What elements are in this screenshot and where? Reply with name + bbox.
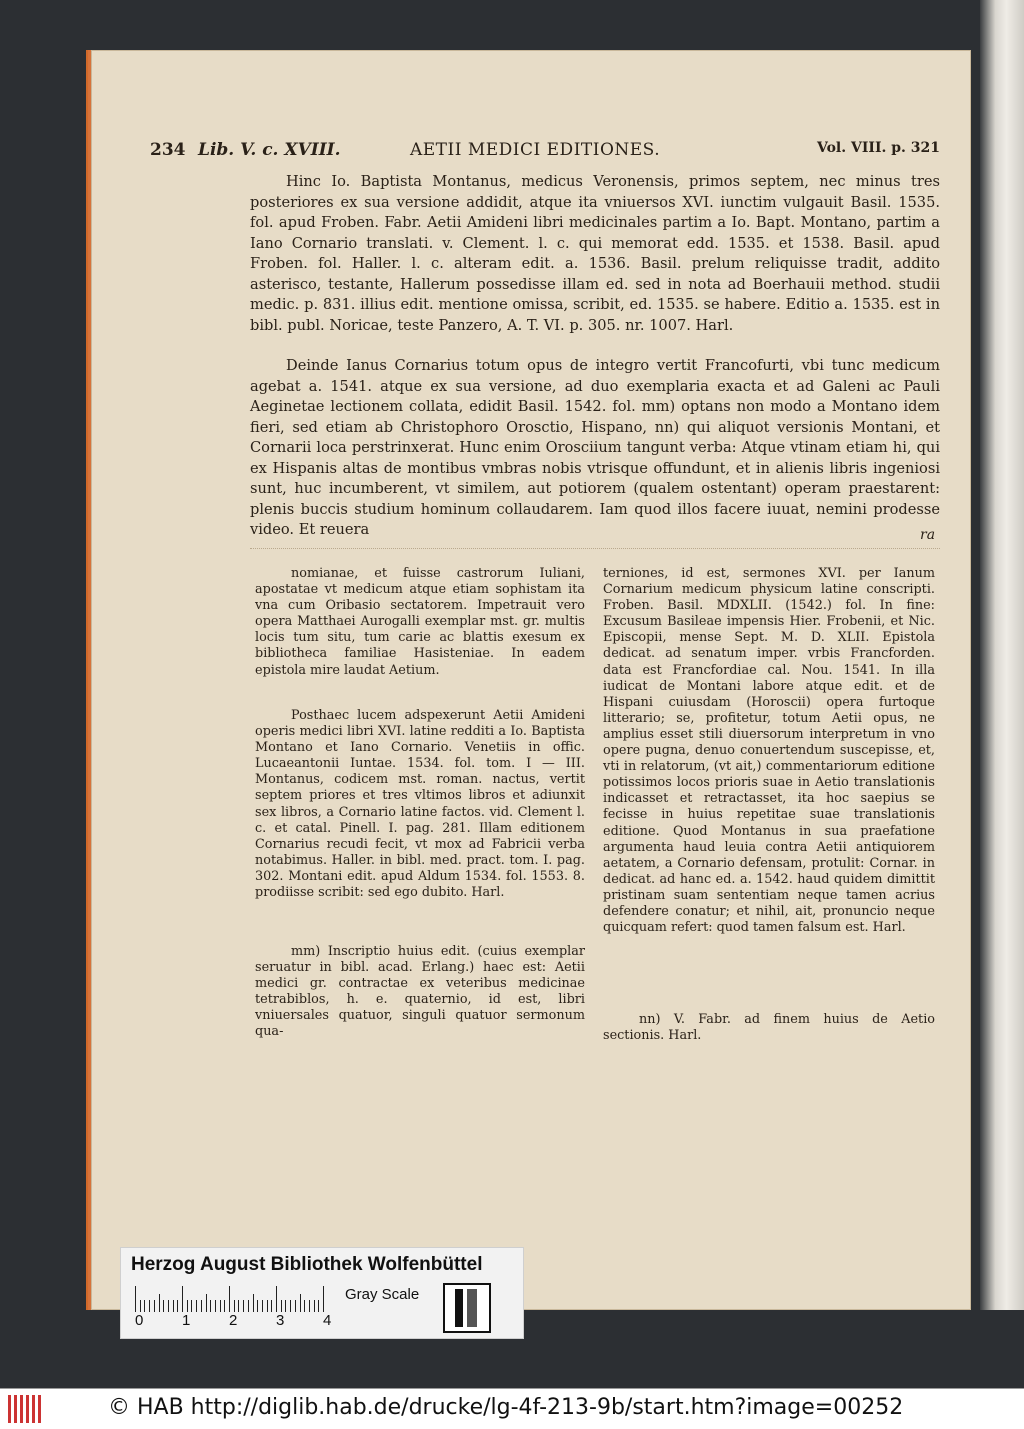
ruler-tick <box>220 1300 221 1312</box>
ruler-tick <box>304 1300 305 1312</box>
scale-number: 4 <box>323 1312 332 1329</box>
page-number: 234 <box>150 140 186 160</box>
divider <box>250 548 940 549</box>
footnote-mm: mm) Inscriptio huius edit. (cuius exemplar seruatur in bibl. acad. Erlang.) haec est: Aetii medici gr. contractae ex veteribus medicinae tetrabiblos, h. e. quaternio, id est, libri vniuersales quatuor, singuli quatuor sermonum qua- <box>255 944 585 1040</box>
gray-scale-swatch <box>443 1283 491 1333</box>
ruler-tick <box>196 1300 197 1312</box>
ruler-tick <box>173 1300 174 1312</box>
book-reference: Lib. V. c. XVIII. <box>198 140 341 160</box>
hab-logo-icon <box>6 1395 46 1423</box>
ruler-tick <box>267 1300 268 1312</box>
ruler-tick <box>285 1300 286 1312</box>
ruler-tick <box>271 1300 272 1312</box>
ruler-tick <box>215 1300 216 1312</box>
ruler-tick <box>262 1300 263 1312</box>
ruler-tick <box>253 1294 254 1312</box>
ruler-tick <box>191 1300 192 1312</box>
ruler-tick <box>206 1294 207 1312</box>
ruler-tick <box>159 1294 160 1312</box>
ruler-tick <box>168 1300 169 1312</box>
ruler-tick <box>290 1300 291 1312</box>
ruler-tick <box>187 1300 188 1312</box>
footer-bar <box>0 1388 1024 1429</box>
left-column-paragraph: Posthaec lucem adspexerunt Aetii Amideni operis medici libri XVI. latine redditi a Io. Baptista Montano et Iano Cornario. Venetiis in offic. Lucaeantonii Iuntae. 1534. fol. tom. I — III. Montanus, codicem mst. roman. nactus, vertit septem priores et tres vltimos libros et adiunxit sex libros, a Cornario latine factos. vid. Clement l. c. et catal. Pinell. I. pag. 281. Illam editionem Cornarius recudi fecit, vt mox ad Fabricii verba notabimus. Haller. in bibl. med. pract. tom. I. pag. 302. Montani edit. apud Aldum 1534. fol. 1553. 8. prodiisse scribit: sed ego dubito. Harl. <box>255 708 585 901</box>
catchword: ra <box>920 527 936 543</box>
ruler-tick <box>295 1300 296 1312</box>
page-title: AETII MEDICI EDITIONES. <box>410 140 661 160</box>
body-paragraph: Hinc Io. Baptista Montanus, medicus Veronensis, primos septem, nec minus tres posteriores ex sua versione addidit, atque ita vniuersos XVI. iunctim vulgauit Basil. 1535. fol. apud Froben. Fabr. Aetii Amideni libri medicinales partim a Io. Bapt. Montano, partim a Iano Cornario translati. v. Clement. l. c. qui memorat edd. 1535. et 1538. Basil. apud Froben. fol. Haller. l. c. alteram edit. a. 1536. Basil. prelum reliquisse tradit, addito asterisco, testante, Hallerum possedisse illam ed. sed in nota ad Boerhauii method. studii medic. p. 831. illius edit. mentione omissa, scribit, ed. 1535. se habere. Editio a. 1535. est in bibl. publ. Noricae, teste Panzero, A. T. VI. p. 305. nr. 1007. Harl. <box>250 173 940 334</box>
ruler-tick <box>318 1300 319 1312</box>
copyright-url: © HAB http://diglib.hab.de/drucke/lg-4f-213-9b/start.htm?image=00252 <box>108 1395 904 1420</box>
adjacent-page-edge <box>980 0 1024 1310</box>
library-color-card <box>120 1247 524 1339</box>
ruler-tick <box>224 1300 225 1312</box>
right-column-paragraph: terniones, id est, sermones XVI. per Ianum Cornarium medicum physicum latine conscripti. Froben. Basil. MDXLII. (1542.) fol. In fine: Excusum Basileae impensis Hier. Frobenii, et Nic. Episcopii, mense Sept. M. D. XLII. Epistola dedicat. ad senatum imper. vrbis Francforden. data est Francfordiae cal. Nou. 1541. In illa iudicat de Montani labore atque edit. et de Hispani cuiusdam (Horoscii) opera furtoque litterario; se, profitetur, totum Aetii opus, ne amplius esset stili diuersorum interpretum in vno opere pugna, denuo conuertendum suscepisse, et, vti in relatorum, (vt ait,) commentariorum editione potissimos locos prioris suae in Aetio translationis indicasset et retractasset, ita hoc saepius se fecisse in huius repetitae suae translationis editione. Quod Montanus in sua praefatione argumenta haud leuia contra Aetii antiquiorem aetatem, a Cornario defensam, protulit: Cornar. in dedicat. ad hanc ed. a. 1542. haud quidem dimittit pristinam suam sententiam neque tamen acrius defendere conatur; et nihil, ait, pronuncio neque quicquam refert: quod tamen falsum est. Harl. <box>603 566 935 936</box>
ruler-tick <box>243 1300 244 1312</box>
ruler-tick <box>309 1300 310 1312</box>
volume-reference: Vol. VIII. p. 321 <box>817 140 940 156</box>
ruler-tick <box>314 1300 315 1312</box>
scale-number: 0 <box>135 1312 144 1329</box>
ruler-tick <box>201 1300 202 1312</box>
ruler-tick <box>154 1300 155 1312</box>
ruler-tick <box>276 1286 277 1312</box>
ruler-tick <box>144 1300 145 1312</box>
ruler-tick <box>234 1300 235 1312</box>
ruler-tick <box>182 1286 183 1312</box>
ruler-tick <box>135 1286 136 1312</box>
ruler-tick <box>300 1294 301 1312</box>
body-paragraph: Deinde Ianus Cornarius totum opus de integro vertit Francofurti, vbi tunc medicum agebat a. 1541. atque ex sua versione, ad duo exemplaria exacta et ad Galeni ac Pauli Aeginetae lectionem collata, edidit Basil. 1542. fol. mm) optans non modo a Montano idem fieri, sed etiam ab Christophoro Orosctio, Hispano, nn) qui aliquot versionis Montani, et Cornarii loca perstrinxerat. Hunc enim Orosciium tangunt verba: Atque vtinam etiam hi, qui ex Hispanis altas de montibus vmbras nobis vtrisque offundunt, et in alienis libris ingeniosi sunt, huc incumberent, vt similem, aut potiorem (qualem ostentant) operam praestarent: plenis buccis studium hominum collaudarem. Iam quod illos facere iuuat, nemini prodesse video. Et reuera <box>250 357 940 538</box>
ruler-tick <box>257 1300 258 1312</box>
ruler-tick <box>149 1300 150 1312</box>
running-head <box>150 140 940 164</box>
ruler-scale <box>135 1282 343 1312</box>
footnote-nn: nn) V. Fabr. ad finem huius de Aetio sectionis. Harl. <box>603 1012 935 1044</box>
left-column-paragraph: nomianae, et fuisse castrorum Iuliani, apostatae vt medicum atque etiam sophistam ita vna cum Oribasio sectatorem. Impetrauit vero opera Matthaei Aurogalli exemplar mst. gr. multis locis tum situ, tum carie ac blattis exesum ex bibliotheca familiae Hasisteniae. In eadem epistola mire laudat Aetium. <box>255 566 585 678</box>
scale-number: 2 <box>229 1312 238 1329</box>
ruler-tick <box>281 1300 282 1312</box>
ruler-tick <box>323 1286 324 1312</box>
library-name: Herzog August Bibliothek Wolfenbüttel <box>131 1254 483 1275</box>
scale-number: 1 <box>182 1312 191 1329</box>
ruler-tick <box>210 1300 211 1312</box>
ruler-tick <box>163 1300 164 1312</box>
ruler-tick <box>140 1300 141 1312</box>
ruler-tick <box>248 1300 249 1312</box>
ruler-tick <box>229 1286 230 1312</box>
ruler-tick <box>238 1300 239 1312</box>
gray-scale-label: Gray Scale <box>345 1286 420 1303</box>
scale-number: 3 <box>276 1312 285 1329</box>
ruler-numbers <box>135 1312 355 1332</box>
ruler-tick <box>177 1300 178 1312</box>
